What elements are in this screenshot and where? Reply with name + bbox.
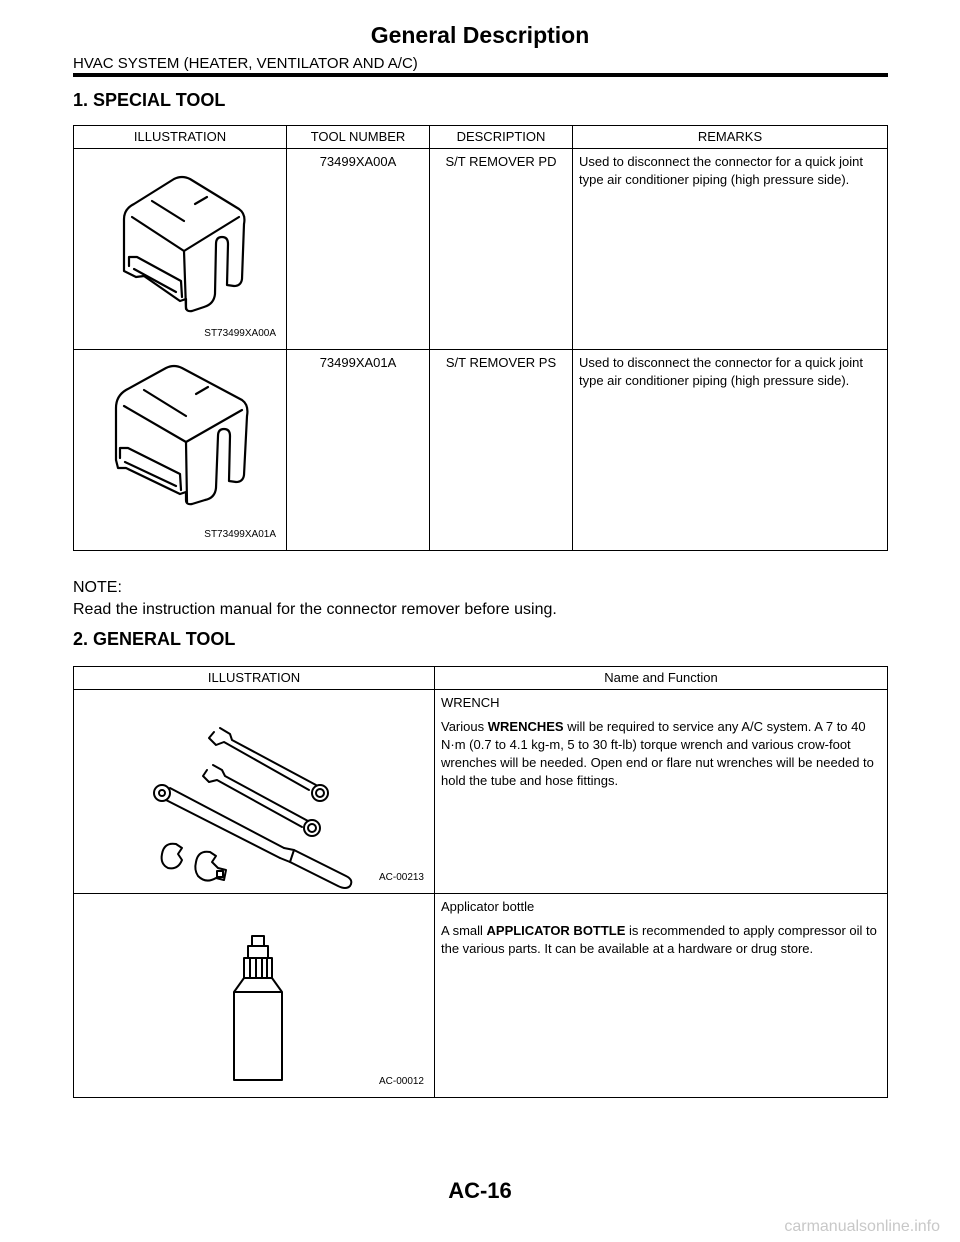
remarks-cell: Used to disconnect the connector for a quick joint type air conditioner piping (high pressure side).: [573, 149, 888, 350]
tool-name: WRENCH: [441, 695, 500, 710]
table-header-row: [74, 126, 888, 149]
tool-description: A small APPLICATOR BOTTLE is recommended to apply compressor oil to the various parts. It can be available at a hardware or drug store.: [441, 923, 877, 956]
column-header: ILLUSTRATION: [74, 126, 287, 149]
table-row: [74, 894, 888, 1098]
tool-number-cell: 73499XA01A: [287, 350, 430, 551]
column-header: Name and Function: [435, 667, 888, 690]
image-code-label: AC-00012: [378, 1076, 424, 1087]
general-tool-table: [73, 666, 888, 1098]
table-row: [74, 149, 888, 350]
column-header: TOOL NUMBER: [287, 126, 430, 149]
remover-ps-illustration: [74, 350, 286, 550]
tool-number-cell: 73499XA00A: [287, 149, 430, 350]
description-cell: S/T REMOVER PD: [430, 149, 573, 350]
column-header: DESCRIPTION: [430, 126, 573, 149]
note-label: NOTE:: [73, 579, 122, 596]
note-text: Read the instruction manual for the connector remover before using.: [73, 601, 557, 618]
illustration-cell: [74, 350, 287, 551]
remarks-cell: Used to disconnect the connector for a quick joint type air conditioner piping (high pressure side).: [573, 350, 888, 551]
image-code-label: ST73499XA01A: [204, 529, 276, 540]
page-title: General Description: [370, 22, 590, 48]
wrenches-illustration: [74, 690, 434, 893]
section-subtitle: HVAC SYSTEM (HEATER, VENTILATOR AND A/C): [73, 55, 418, 72]
name-function-cell: [435, 894, 888, 1098]
tool-description: Various WRENCHES will be required to service any A/C system. A 7 to 40 N·m (0.7 to 4.1 kg-m, 5 to 30 ft-lb) torque wrench and various crow-foot wrenches will be needed. Open end or flare nut wrenches will be needed to hold the tube and hose fittings.: [441, 719, 874, 788]
description-cell: S/T REMOVER PS: [430, 350, 573, 551]
image-code-label: ST73499XA00A: [204, 328, 276, 339]
special-tool-heading: 1. SPECIAL TOOL: [73, 90, 226, 110]
watermark: carmanualsonline.info: [784, 1218, 940, 1235]
tool-name: Applicator bottle: [441, 899, 535, 914]
page-number: AC-16: [448, 1178, 512, 1203]
column-header: ILLUSTRATION: [74, 667, 435, 690]
applicator-bottle-illustration: [74, 894, 434, 1097]
name-function-cell: [435, 690, 888, 894]
illustration-cell: [74, 149, 287, 350]
note-block: [73, 577, 557, 621]
illustration-cell: [74, 894, 435, 1098]
remover-pd-illustration: [74, 149, 286, 349]
table-row: [74, 690, 888, 894]
table-header-row: [74, 667, 888, 690]
general-tool-heading: 2. GENERAL TOOL: [73, 629, 236, 649]
illustration-cell: [74, 690, 435, 894]
special-tool-table: [73, 125, 888, 551]
image-code-label: AC-00213: [378, 872, 424, 883]
table-row: [74, 350, 888, 551]
column-header: REMARKS: [573, 126, 888, 149]
header-rule: [73, 73, 888, 77]
